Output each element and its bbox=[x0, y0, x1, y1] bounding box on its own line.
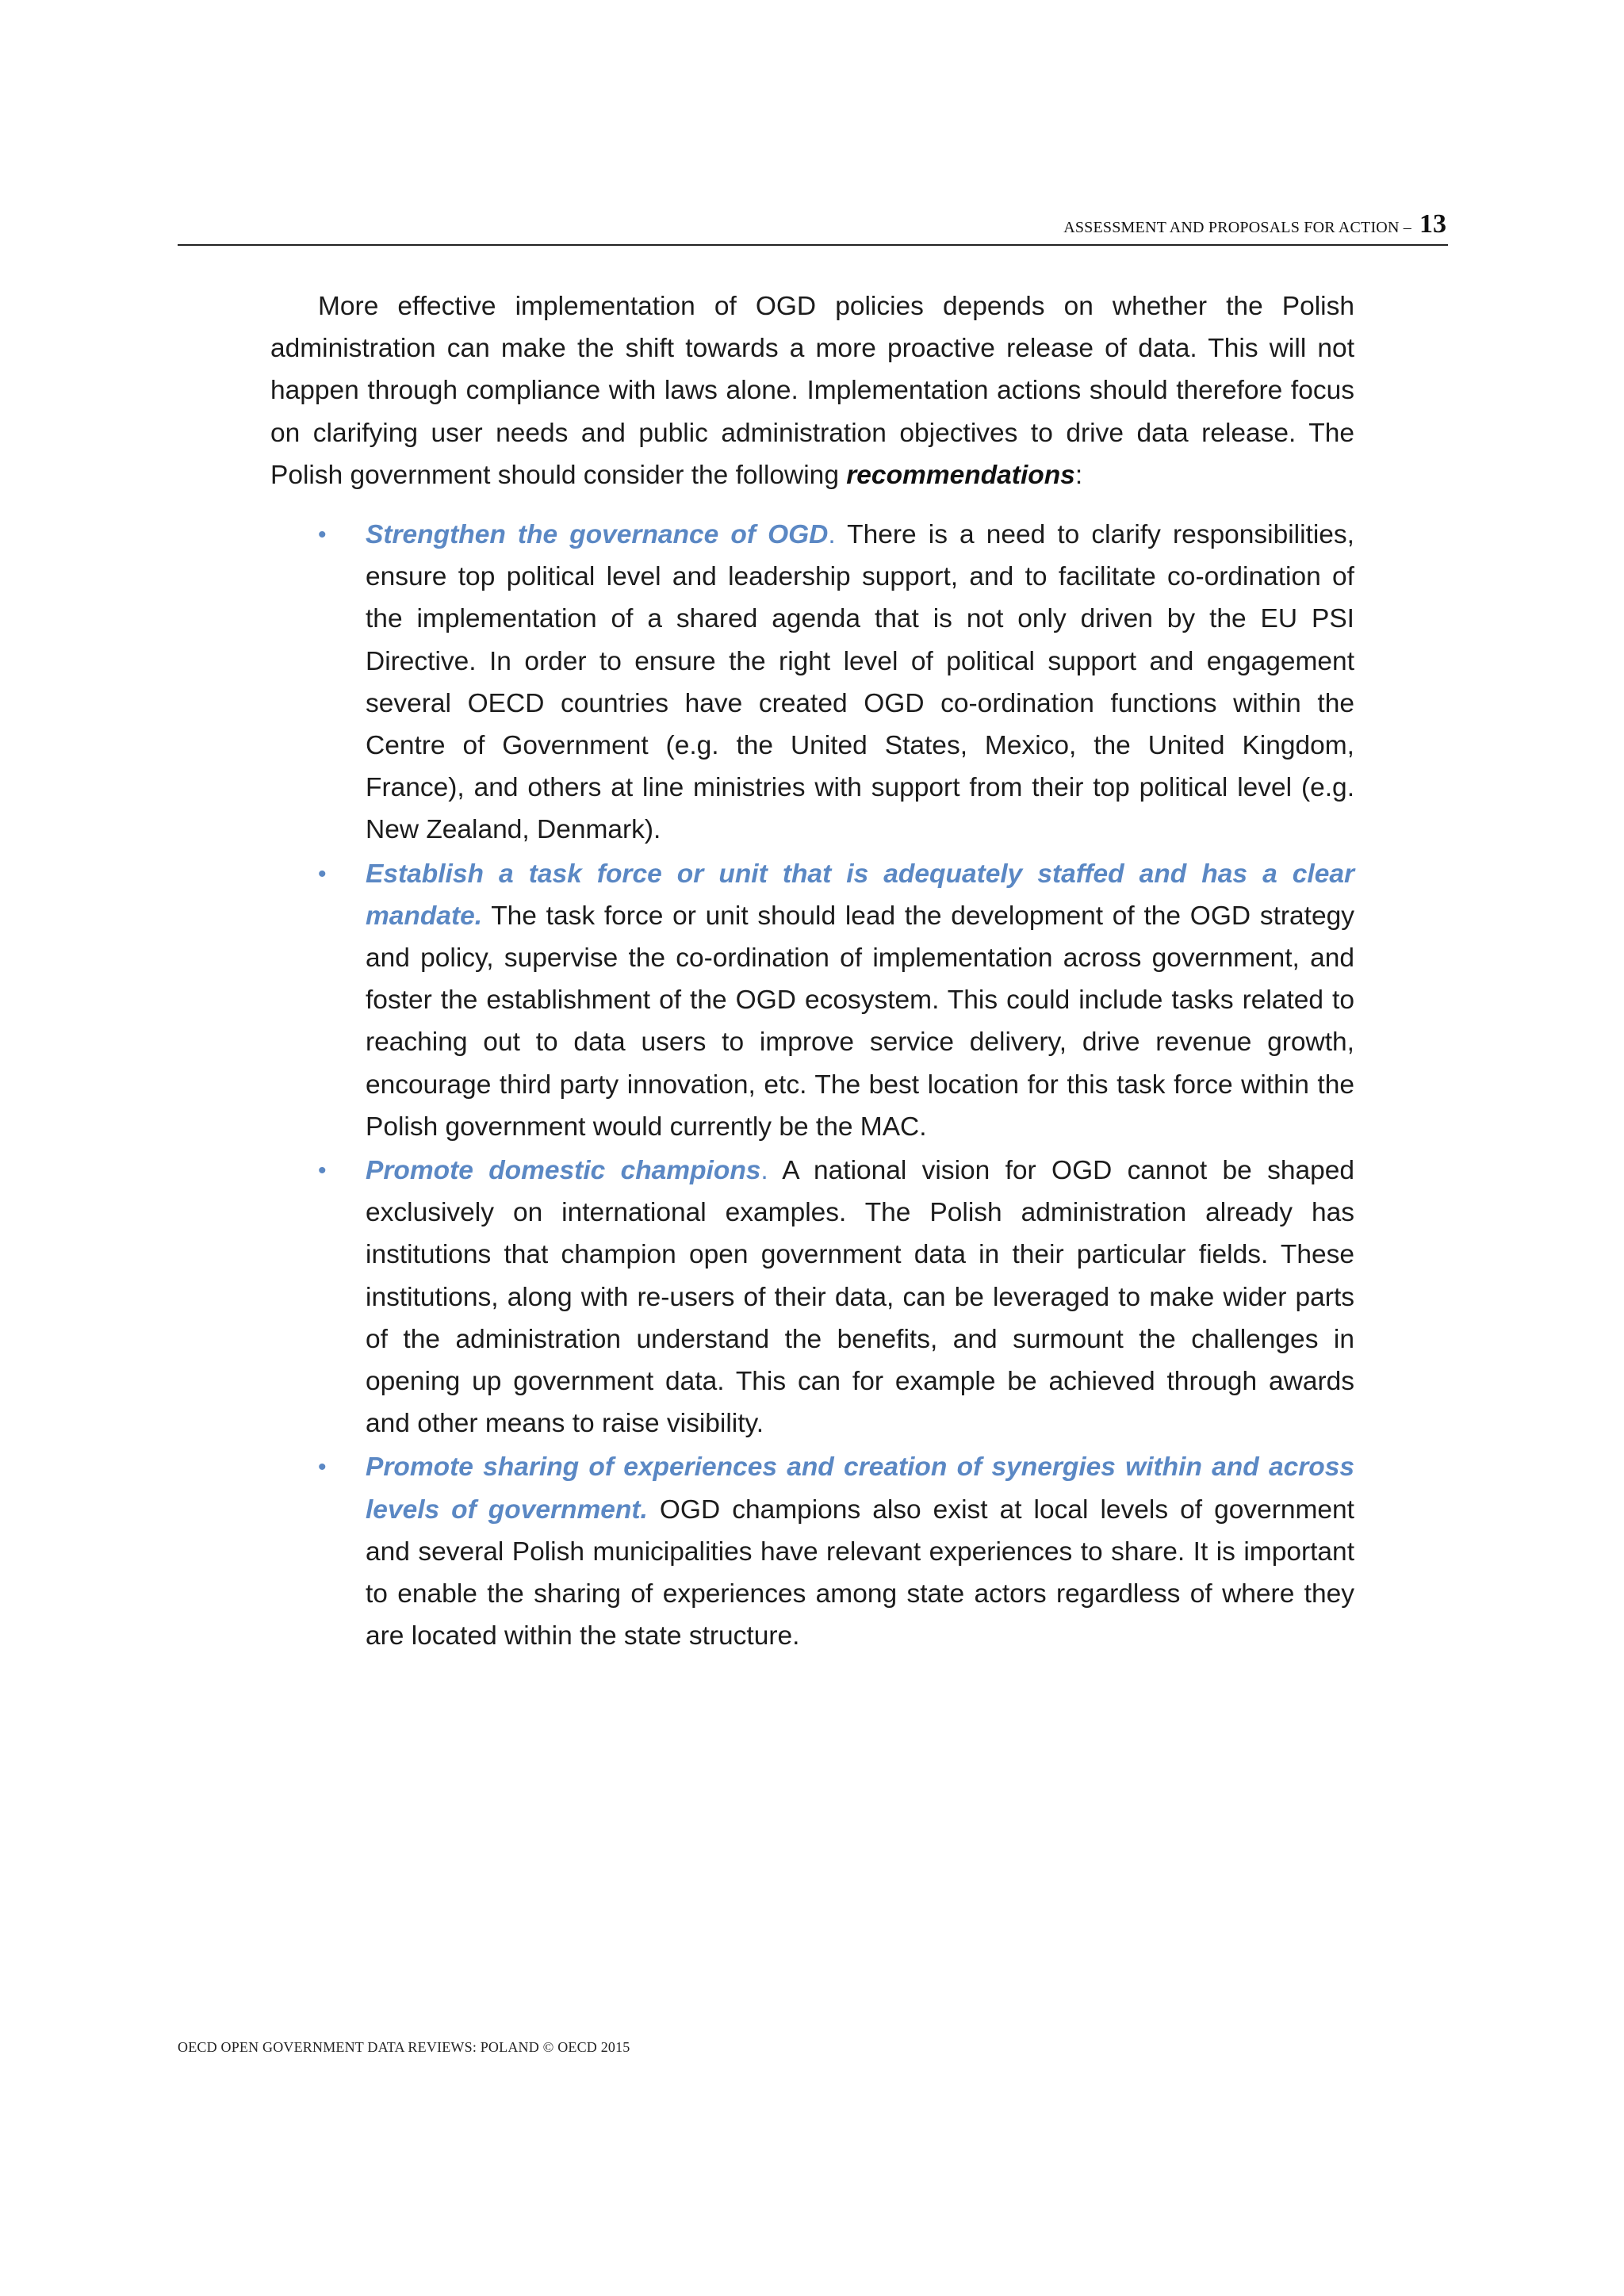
recommendation-body: There is a need to clarify responsibilities, ensure top political level and leadership support, and to facilitate co-ordination of the implementation of a shared agenda that is not only driven by the EU PSI Directive. In order to ensure the right level of political support and engagement several OECD countries have created OGD co-ordination functions within the Centre of Government (e.g. the United States, Mexico, the United Kingdom, France), and others at line ministries with support from their top political level (e.g. New Zealand, Denmark). bbox=[366, 520, 1354, 845]
bullet-icon: • bbox=[318, 1158, 327, 1184]
recommendation-lead-punct: . bbox=[828, 520, 836, 550]
bullet-icon: • bbox=[318, 522, 327, 549]
bullet-icon: • bbox=[318, 1454, 327, 1481]
recommendation-lead: Promote sharing of experiences and creation of synergies within and across levels of government bbox=[366, 1452, 1354, 1525]
intro-trailing: : bbox=[1074, 460, 1083, 490]
recommendation-lead-punct: . bbox=[760, 1156, 768, 1186]
recommendations-list bbox=[270, 514, 1354, 1657]
main-body bbox=[270, 285, 1354, 1659]
intro-text: More effective implementation of OGD policies depends on whether the Polish administration can make the shift towards a more proactive release of data. This will not happen through compliance with laws alone. Implementation actions should therefore focus on clarifying user needs and public administration objectives to drive data release. The Polish government should consider the following bbox=[270, 292, 1354, 490]
recommendation-item bbox=[270, 1446, 1354, 1657]
recommendation-lead: Strengthen the governance of OGD bbox=[366, 520, 829, 550]
header-section-label: ASSESSMENT AND PROPOSALS FOR ACTION – bbox=[1063, 219, 1411, 236]
running-header bbox=[178, 208, 1448, 246]
recommendation-item bbox=[270, 1150, 1354, 1445]
recommendation-item bbox=[270, 853, 1354, 1148]
bullet-icon: • bbox=[318, 860, 327, 887]
recommendation-body: OGD champions also exist at local levels of government and several Polish municipalities have relevant experiences to share. It is important to enable the sharing of experiences among state actors regardless of where they are located within the state structure. bbox=[366, 1494, 1354, 1651]
recommendation-item bbox=[270, 514, 1354, 851]
recommendation-lead-punct: . bbox=[640, 1494, 648, 1525]
recommendation-lead: Promote domestic champions bbox=[366, 1156, 761, 1186]
page-number: 13 bbox=[1419, 209, 1446, 239]
intro-emphasis: recommendations bbox=[846, 460, 1075, 490]
recommendation-lead-punct: . bbox=[474, 901, 483, 931]
intro-paragraph bbox=[270, 285, 1354, 496]
recommendation-lead: Establish a task force or unit that is adequately staffed and has a clear mandate bbox=[366, 859, 1354, 931]
recommendation-body: A national vision for OGD cannot be shaped exclusively on international examples. The Polish administration already has institutions that champion open government data in their particular fields. These institutions, along with re-users of their data, can be leveraged to make wider parts of the administration understand the benefits, and surmount the challenges in opening up government data. This can for example be achieved through awards and other means to raise visibility. bbox=[366, 1156, 1355, 1439]
recommendation-body: The task force or unit should lead the development of the OGD strategy and policy, supervise the co-ordination of implementation across government, and foster the establishment of the OGD ecosystem. This could include tasks related to reaching out to data users to improve service delivery, drive revenue growth, encourage third party innovation, etc. The best location for this task force within the Polish government would currently be the MAC. bbox=[366, 901, 1354, 1142]
running-footer: OECD OPEN GOVERNMENT DATA REVIEWS: POLAND © OECD 2015 bbox=[178, 2039, 630, 2055]
